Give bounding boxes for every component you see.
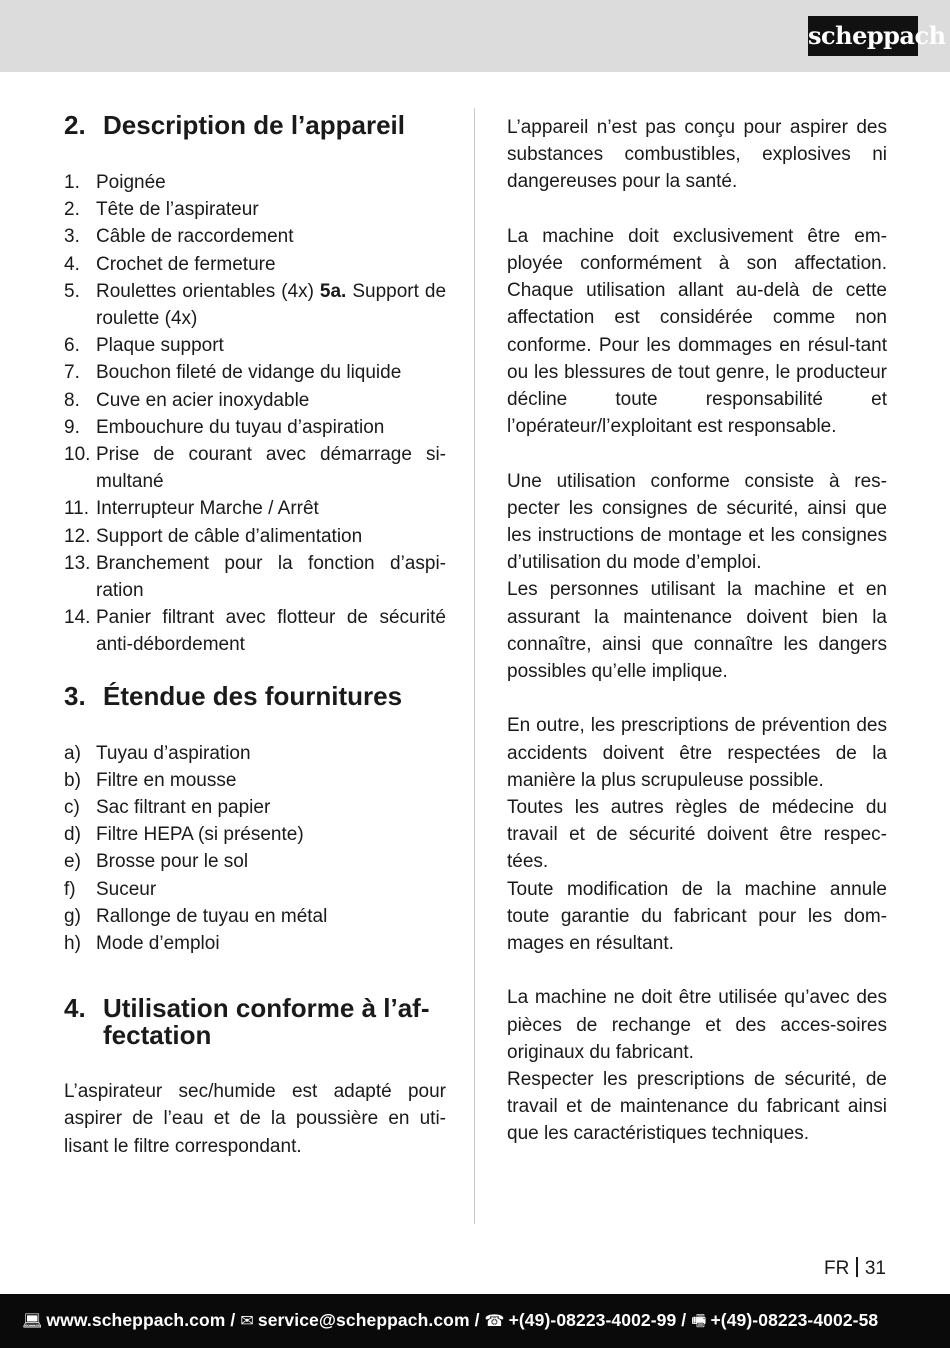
list-item: 11. Interrupteur Marche / Arrêt	[64, 498, 319, 520]
paragraph: L’appareil n’est pas conçu pour aspirer des substances combustibles, explosives ni dangereuses pour la santé.	[507, 117, 887, 193]
list-item: d) Filtre HEPA (si présente)	[64, 824, 304, 846]
paragraph: Respecter les prescriptions de sécurité, de travail et de maintenance du fabricant ainsi que les caractéristiques techniques.	[507, 1069, 887, 1145]
list-item: g) Rallonge de tuyau en métal	[64, 905, 328, 927]
list-item: 9. Embouchure du tuyau d’aspiration	[64, 416, 385, 438]
contact-footer	[0, 1294, 950, 1348]
list-item: a) Tuyau d’aspiration	[64, 742, 251, 764]
paragraph: La machine ne doit être utilisée qu’avec des pièces de rechange et des acces-soires originaux du fabricant.	[507, 987, 887, 1063]
paragraph: Toutes les autres règles de médecine du travail et de sécurité doivent être respec-tées.	[507, 797, 887, 873]
list-item: c) Sac filtrant en papier	[64, 797, 271, 819]
paragraph: Une utilisation conforme consiste à res-pecter les consignes de sécurité, ainsi que les instructions de montage et les consignes d’utilisation du mode d’emploi.	[507, 470, 887, 574]
section-number: 3.	[64, 680, 86, 711]
section-4-heading	[64, 995, 446, 1049]
paragraph: Toute modification de la machine annule toute garantie du fabricant pour les dom-mages en résultant.	[507, 878, 887, 955]
page-number	[824, 1256, 886, 1282]
header-bar	[0, 0, 950, 72]
paragraph: Les personnes utilisant la machine et en assurant la maintenance doivent bien la connaître, ainsi que connaître les dangers possibles qu’elle implique.	[507, 579, 887, 683]
section-number: 4.	[64, 993, 86, 1024]
list-item: 5. Roulettes orientables (4x) 5a. Support de roulette (4x)	[64, 280, 447, 330]
paragraph: En outre, les prescriptions de prévention des accidents doivent être respectées de la manière la plus scrupuleuse possible.	[507, 715, 887, 791]
right-column	[507, 114, 887, 1148]
section-title: Description de l’appareil	[103, 110, 405, 140]
list-item: 3. Câble de raccordement	[64, 226, 294, 248]
paragraph: La machine doit exclusivement être em-ployée conformément à son affectation. Chaque utilisation allant au-delà de cette affectation est considérée comme non conforme. Pour les dommages en résul-tant ou les blessures de tout genre, le producteur décline toute responsabilité et l’opérateur/l’exploitant est responsable.	[507, 225, 887, 438]
computer-icon: 💻︎	[22, 1313, 43, 1330]
page-separator	[856, 1257, 858, 1277]
scheppach-logo: scheppach	[808, 16, 918, 56]
list-item: 6. Plaque support	[64, 335, 224, 357]
list-item: 1. Poignée	[64, 172, 166, 193]
section-number: 2.	[64, 110, 86, 140]
list-item: 14. Panier filtrant avec flotteur de sécurité anti-débordement	[64, 607, 446, 656]
list-item: 12. Support de câble d’alimentation	[64, 525, 363, 547]
parts-list	[64, 169, 446, 659]
list-item: 13. Branchement pour la fonction d’aspi-ration	[64, 552, 446, 602]
section-3-heading	[64, 680, 446, 711]
list-item: 4. Crochet de fermeture	[64, 253, 276, 275]
list-item: 2. Tête de l’aspirateur	[64, 199, 259, 221]
page-number-value: 31	[864, 1258, 886, 1279]
phone-icon: ☎︎	[484, 1313, 505, 1330]
list-item: b) Filtre en mousse	[64, 769, 237, 791]
fax-number: +(49)-08223-4002-58	[710, 1310, 879, 1330]
section-title: Utilisation conforme à l’af-fectation	[103, 993, 430, 1051]
left-column	[64, 106, 446, 1160]
supply-list	[64, 740, 446, 958]
list-item: 10. Prise de courant avec démarrage si-multané	[64, 444, 446, 493]
website-link[interactable]: www.scheppach.com /	[46, 1310, 236, 1330]
list-item: 8. Cuve en acier inoxydable	[64, 389, 310, 411]
section-4-text: L’aspirateur sec/humide est adapté pour aspirer de l’eau et de la poussière en uti-lisant le filtre correspondant.	[64, 1081, 446, 1157]
email-link[interactable]: service@scheppach.com /	[257, 1310, 480, 1330]
column-divider	[474, 108, 475, 1224]
envelope-icon: ✉︎	[240, 1313, 254, 1330]
section-title: Étendue des fournitures	[103, 680, 403, 711]
section-2-heading	[64, 112, 446, 139]
list-item: h) Mode d’emploi	[64, 933, 220, 955]
language-code: FR	[824, 1258, 850, 1279]
phone-number: +(49)-08223-4002-99 /	[508, 1310, 687, 1330]
list-item: f) Suceur	[64, 878, 157, 900]
list-item: 7. Bouchon fileté de vidange du liquide	[64, 362, 402, 384]
fax-icon: 🖷︎	[691, 1313, 707, 1330]
list-item: e) Brosse pour le sol	[64, 851, 249, 873]
